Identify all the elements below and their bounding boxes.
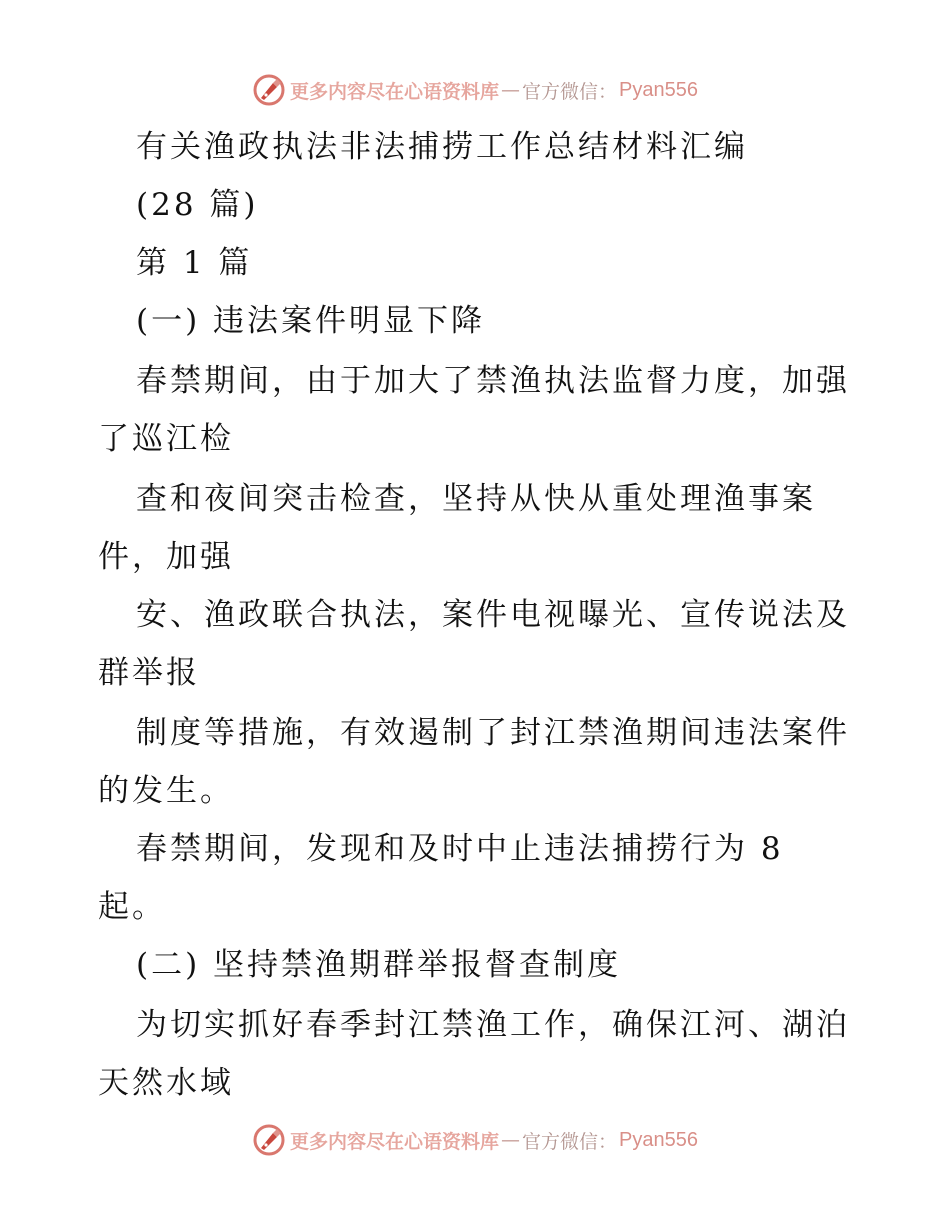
paragraph-line: 安、渔政联合执法，案件电视曝光、宣传说法及 [136,597,850,633]
paragraph-line: 制度等措施，有效遏制了封江禁渔期间违法案件 [136,715,850,751]
document-subtitle: (28 篇) [136,187,259,223]
header-watermark [0,70,950,110]
pen-nib-circle-icon [252,73,286,107]
paragraph-line: 了巡江检 [98,421,234,457]
watermark-wechat-id: Pyan556 [619,78,698,101]
watermark-wechat-label: 官方微信： [522,80,618,103]
paragraph-line: 起。 [98,889,166,925]
document-title: 有关渔政执法非法捕捞工作总结材料汇编 [136,129,748,165]
paragraph-line: 春禁期间，发现和及时中止违法捕捞行为 8 [136,831,784,867]
watermark-wechat-label: 官方微信： [522,1130,618,1153]
pen-nib-circle-icon [252,1123,286,1157]
paragraph-line: 春禁期间，由于加大了禁渔执法监督力度，加强 [136,363,850,399]
paragraph-line: 查和夜间突击检查，坚持从快从重处理渔事案 [136,481,816,517]
watermark-dash: — [501,79,521,101]
paragraph-line: 天然水域 [98,1065,234,1101]
watermark-text: 更多内容尽在心语资料库 [290,80,500,103]
footer-watermark [0,1120,950,1160]
paragraph-line: 为切实抓好春季封江禁渔工作，确保江河、湖泊 [136,1007,850,1043]
paragraph-line: 件，加强 [98,539,234,575]
watermark-dash: — [501,1129,521,1151]
chapter-heading: 第 1 篇 [136,245,253,281]
section-heading: (二) 坚持禁渔期群举报督查制度 [136,947,622,983]
watermark-text: 更多内容尽在心语资料库 [290,1130,500,1153]
paragraph-line: 群举报 [98,655,200,691]
paragraph-line: 的发生。 [98,773,234,809]
section-heading: (一) 违法案件明显下降 [136,303,486,339]
watermark-wechat-id: Pyan556 [619,1128,698,1151]
